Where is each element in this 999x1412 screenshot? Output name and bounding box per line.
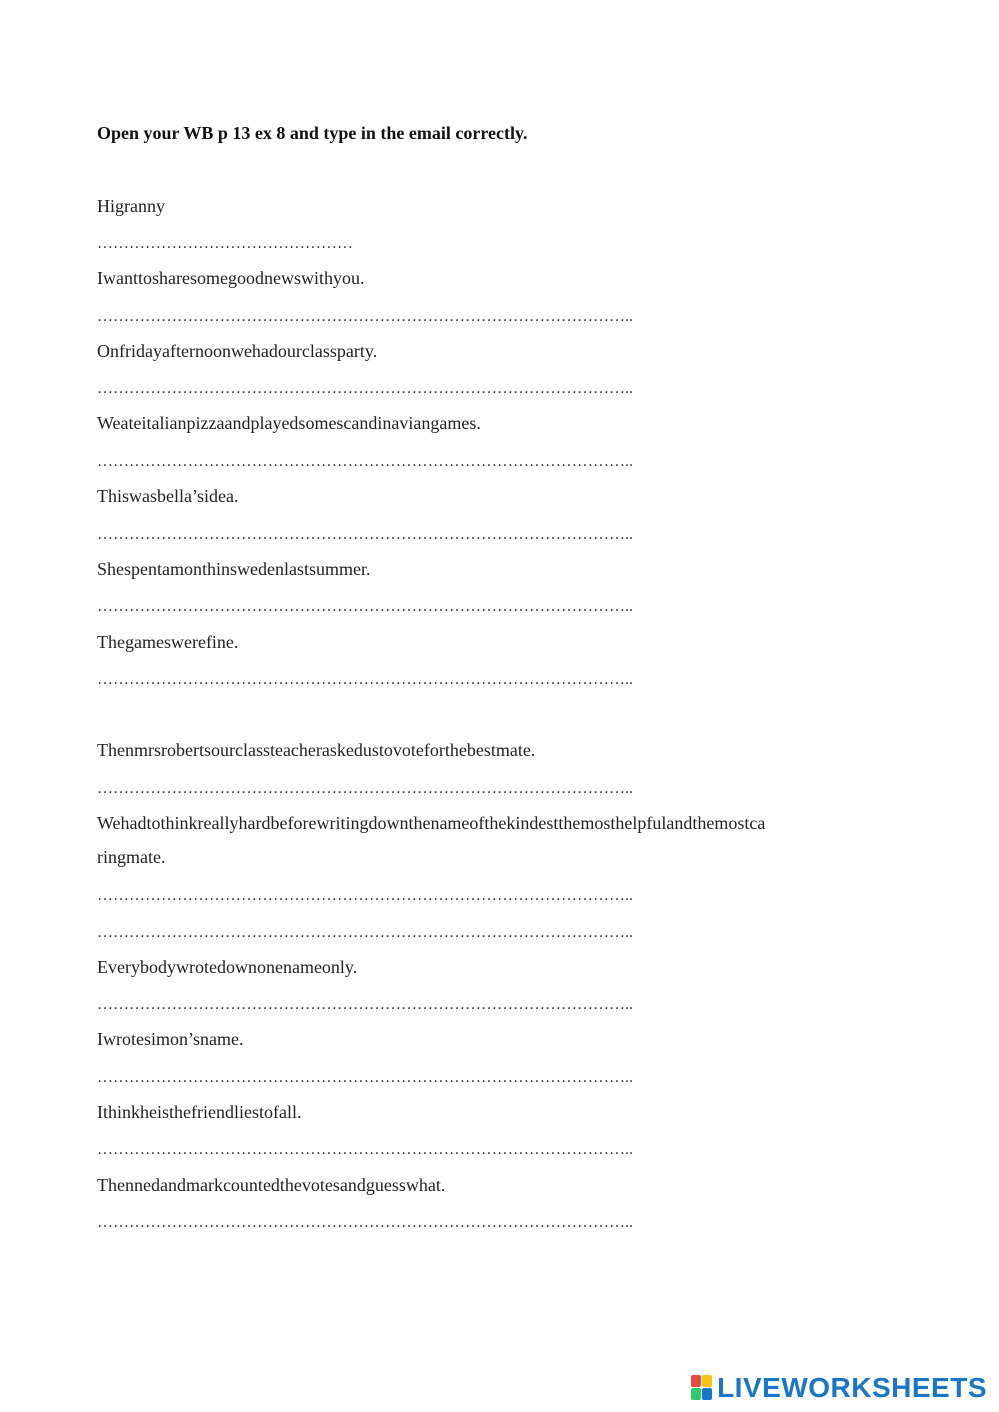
sentence-1: Iwanttosharesomegoodnewswithyou.	[97, 268, 365, 288]
liveworksheets-logo-icon	[691, 1375, 713, 1401]
sentence-12: Thennedandmarkcountedthevotesandguesswhat.	[97, 1175, 446, 1195]
brand-name: LIVEWORKSHEETS	[717, 1372, 987, 1403]
sentence-10: Iwrotesimon’sname.	[97, 1029, 244, 1049]
answer-line[interactable]: ………………………………………………………………………………………..	[97, 380, 633, 397]
greeting-text: Higranny	[97, 196, 165, 216]
answer-line[interactable]: ………………………………………………………………………………………..	[97, 1069, 633, 1086]
answer-line[interactable]: ………………………………………………………………………………………..	[97, 453, 633, 470]
answer-line[interactable]: ………………………………………………………………………………………..	[97, 887, 633, 904]
answer-line[interactable]: ………………………………………………………………………………………..	[97, 308, 633, 325]
answer-line-short[interactable]: …………………………………………	[97, 235, 353, 252]
sentence-7: Thenmrsrobertsourclassteacheraskedustovoteforthebestmate.	[97, 740, 536, 760]
sentence-3: Weateitalianpizzaandplayedsomescandinaviangames.	[97, 413, 481, 433]
sentence-8-part-2: ringmate.	[97, 847, 166, 867]
sentence-5: Shespentamonthinswedenlastsummer.	[97, 559, 371, 579]
sentence-9: Everybodywrotedownonenameonly.	[97, 957, 358, 977]
answer-line[interactable]: ………………………………………………………………………………………..	[97, 1141, 633, 1158]
answer-line[interactable]: ………………………………………………………………………………………..	[97, 924, 633, 941]
answer-line[interactable]: ………………………………………………………………………………………..	[97, 598, 633, 615]
answer-line[interactable]: ………………………………………………………………………………………..	[97, 526, 633, 543]
liveworksheets-logo	[691, 1372, 987, 1404]
answer-line[interactable]: ………………………………………………………………………………………..	[97, 996, 633, 1013]
sentence-4: Thiswasbella’sidea.	[97, 486, 239, 506]
answer-line[interactable]: ………………………………………………………………………………………..	[97, 671, 633, 688]
answer-line[interactable]: ………………………………………………………………………………………..	[97, 780, 633, 797]
sentence-8-part-1: Wehadtothinkreallyhardbeforewritingdownthenameofthekindestthemosthelpfulandthemostca	[97, 813, 766, 833]
sentence-6: Thegameswerefine.	[97, 632, 239, 652]
answer-line[interactable]: ………………………………………………………………………………………..	[97, 1214, 633, 1231]
sentence-2: Onfridayafternoonwehadourclassparty.	[97, 341, 378, 361]
sentence-11: Ithinkheisthefriendliestofall.	[97, 1102, 302, 1122]
instruction-heading: Open your WB p 13 ex 8 and type in the email correctly.	[97, 123, 528, 143]
